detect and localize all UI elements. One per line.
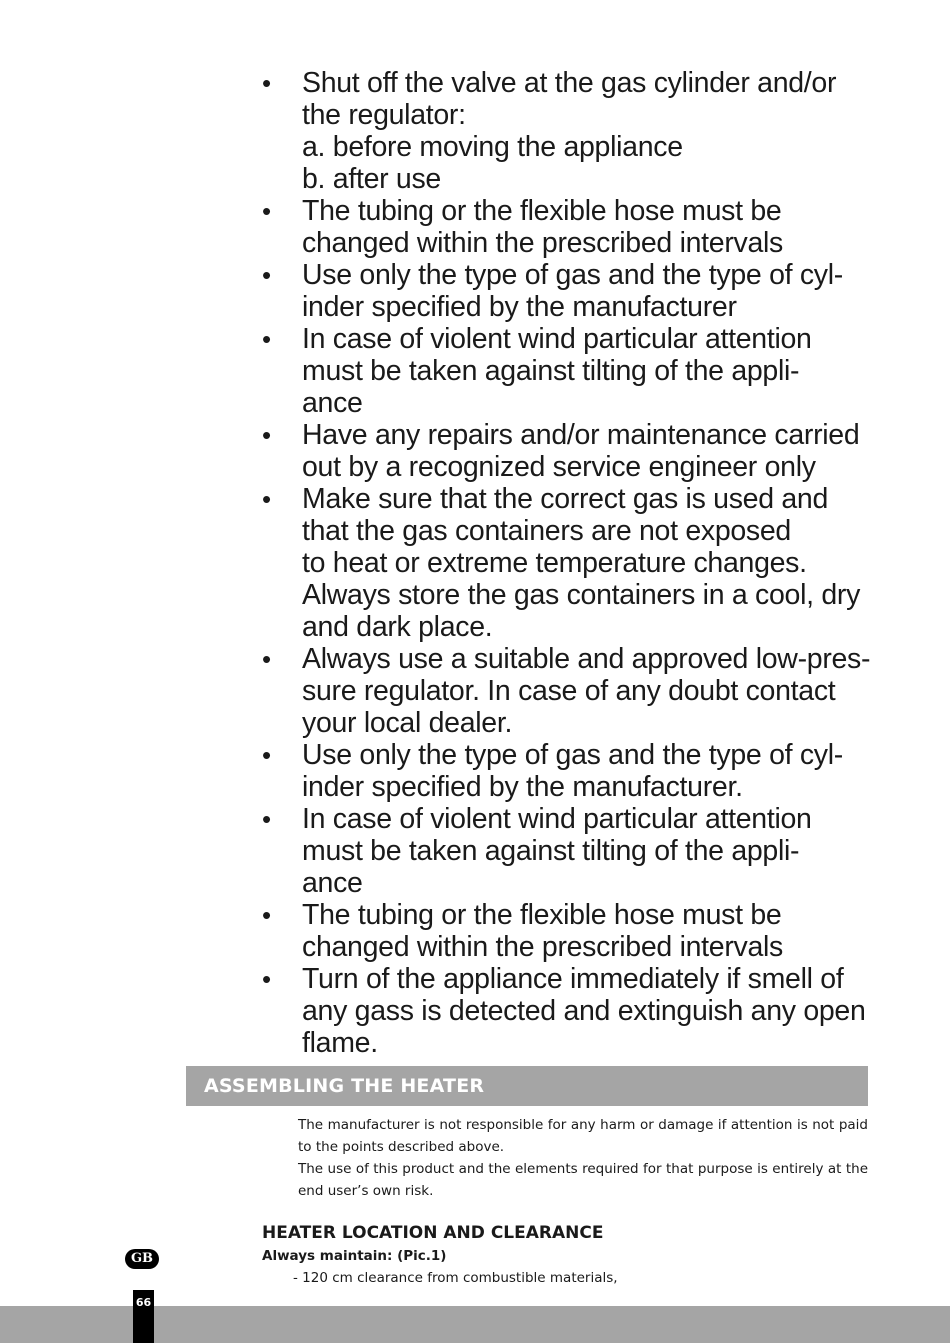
bullet-dot-icon: • — [262, 196, 271, 226]
bullet-item — [262, 67, 872, 195]
bullet-dot-icon: • — [262, 420, 271, 450]
bullet-line: must be taken against tilting of the appli- — [302, 835, 800, 867]
bullet-item — [262, 419, 872, 483]
bullet-line: ance — [302, 867, 363, 899]
bullet-item — [262, 643, 872, 739]
bullet-line: In case of violent wind particular attention — [302, 803, 812, 835]
bullet-line: and dark place. — [302, 611, 493, 643]
bullet-line: that the gas containers are not exposed — [302, 515, 791, 547]
disclaimer-text — [298, 1114, 868, 1202]
bullet-line: flame. — [302, 1027, 378, 1059]
bullet-line: changed within the prescribed intervals — [302, 227, 783, 259]
bullet-line: Always use a suitable and approved low-pres- — [302, 643, 871, 675]
bullet-line: Turn of the appliance immediately if smell of — [302, 963, 844, 995]
bullet-line: to heat or extreme temperature changes. — [302, 547, 807, 579]
bullet-line: changed within the prescribed intervals — [302, 931, 783, 963]
bullet-item — [262, 483, 872, 643]
bullet-dot-icon: • — [262, 964, 271, 994]
bullet-line: your local dealer. — [302, 707, 513, 739]
bullet-dot-icon: • — [262, 68, 271, 98]
bullet-line: out by a recognized service engineer only — [302, 451, 816, 483]
bullet-line: The tubing or the flexible hose must be — [302, 899, 782, 931]
bullet-dot-icon: • — [262, 644, 271, 674]
bullet-dot-icon: • — [262, 324, 271, 354]
bullet-item — [262, 899, 872, 963]
subsection-heading-location: HEATER LOCATION AND CLEARANCE — [262, 1223, 604, 1243]
bullet-dot-icon: • — [262, 740, 271, 770]
bullet-dot-icon: • — [262, 484, 271, 514]
section-heading-assembling: ASSEMBLING THE HEATER — [186, 1066, 868, 1106]
bullet-item — [262, 963, 872, 1059]
page-number-tab — [133, 1290, 154, 1343]
clearance-item: - 120 cm clearance from combustible materials, — [293, 1270, 618, 1286]
page-number: 66 — [135, 1296, 152, 1309]
bullet-line: Always store the gas containers in a cool, dry — [302, 579, 861, 611]
maintain-label: Always maintain: (Pic.1) — [262, 1248, 447, 1264]
bullet-line: ance — [302, 387, 363, 419]
bullet-line: sure regulator. In case of any doubt contact — [302, 675, 836, 707]
bullet-line: In case of violent wind particular attention — [302, 323, 812, 355]
bullet-line: inder specified by the manufacturer — [302, 291, 737, 323]
bullet-dot-icon: • — [262, 900, 271, 930]
bullet-line: Have any repairs and/or maintenance carried — [302, 419, 860, 451]
bullet-line: inder specified by the manufacturer. — [302, 771, 743, 803]
safety-bullet-list — [262, 67, 872, 1059]
bullet-line: The tubing or the flexible hose must be — [302, 195, 782, 227]
bullet-item — [262, 323, 872, 419]
bullet-line: any gass is detected and extinguish any open — [302, 995, 866, 1027]
language-badge: GB — [125, 1249, 159, 1269]
disclaimer-paragraph: The manufacturer is not responsible for any harm or damage if attention is not paid to the points described above. — [298, 1117, 868, 1155]
bullet-item — [262, 259, 872, 323]
bullet-line: Use only the type of gas and the type of cyl- — [302, 739, 843, 771]
disclaimer-paragraph: The use of this product and the elements required for that purpose is entirely at the end user’s own risk. — [298, 1161, 868, 1199]
bullet-line: Shut off the valve at the gas cylinder and/or — [302, 67, 837, 99]
bullet-line: Use only the type of gas and the type of cyl- — [302, 259, 843, 291]
bullet-line: Make sure that the correct gas is used and — [302, 483, 829, 515]
bullet-item — [262, 803, 872, 899]
bullet-item — [262, 195, 872, 259]
bullet-dot-icon: • — [262, 804, 271, 834]
bullet-line: a. before moving the appliance — [302, 131, 683, 163]
bullet-dot-icon: • — [262, 260, 271, 290]
bullet-line: must be taken against tilting of the appli- — [302, 355, 800, 387]
bullet-line: b. after use — [302, 163, 441, 195]
bullet-line: the regulator: — [302, 99, 466, 131]
bullet-item — [262, 739, 872, 803]
